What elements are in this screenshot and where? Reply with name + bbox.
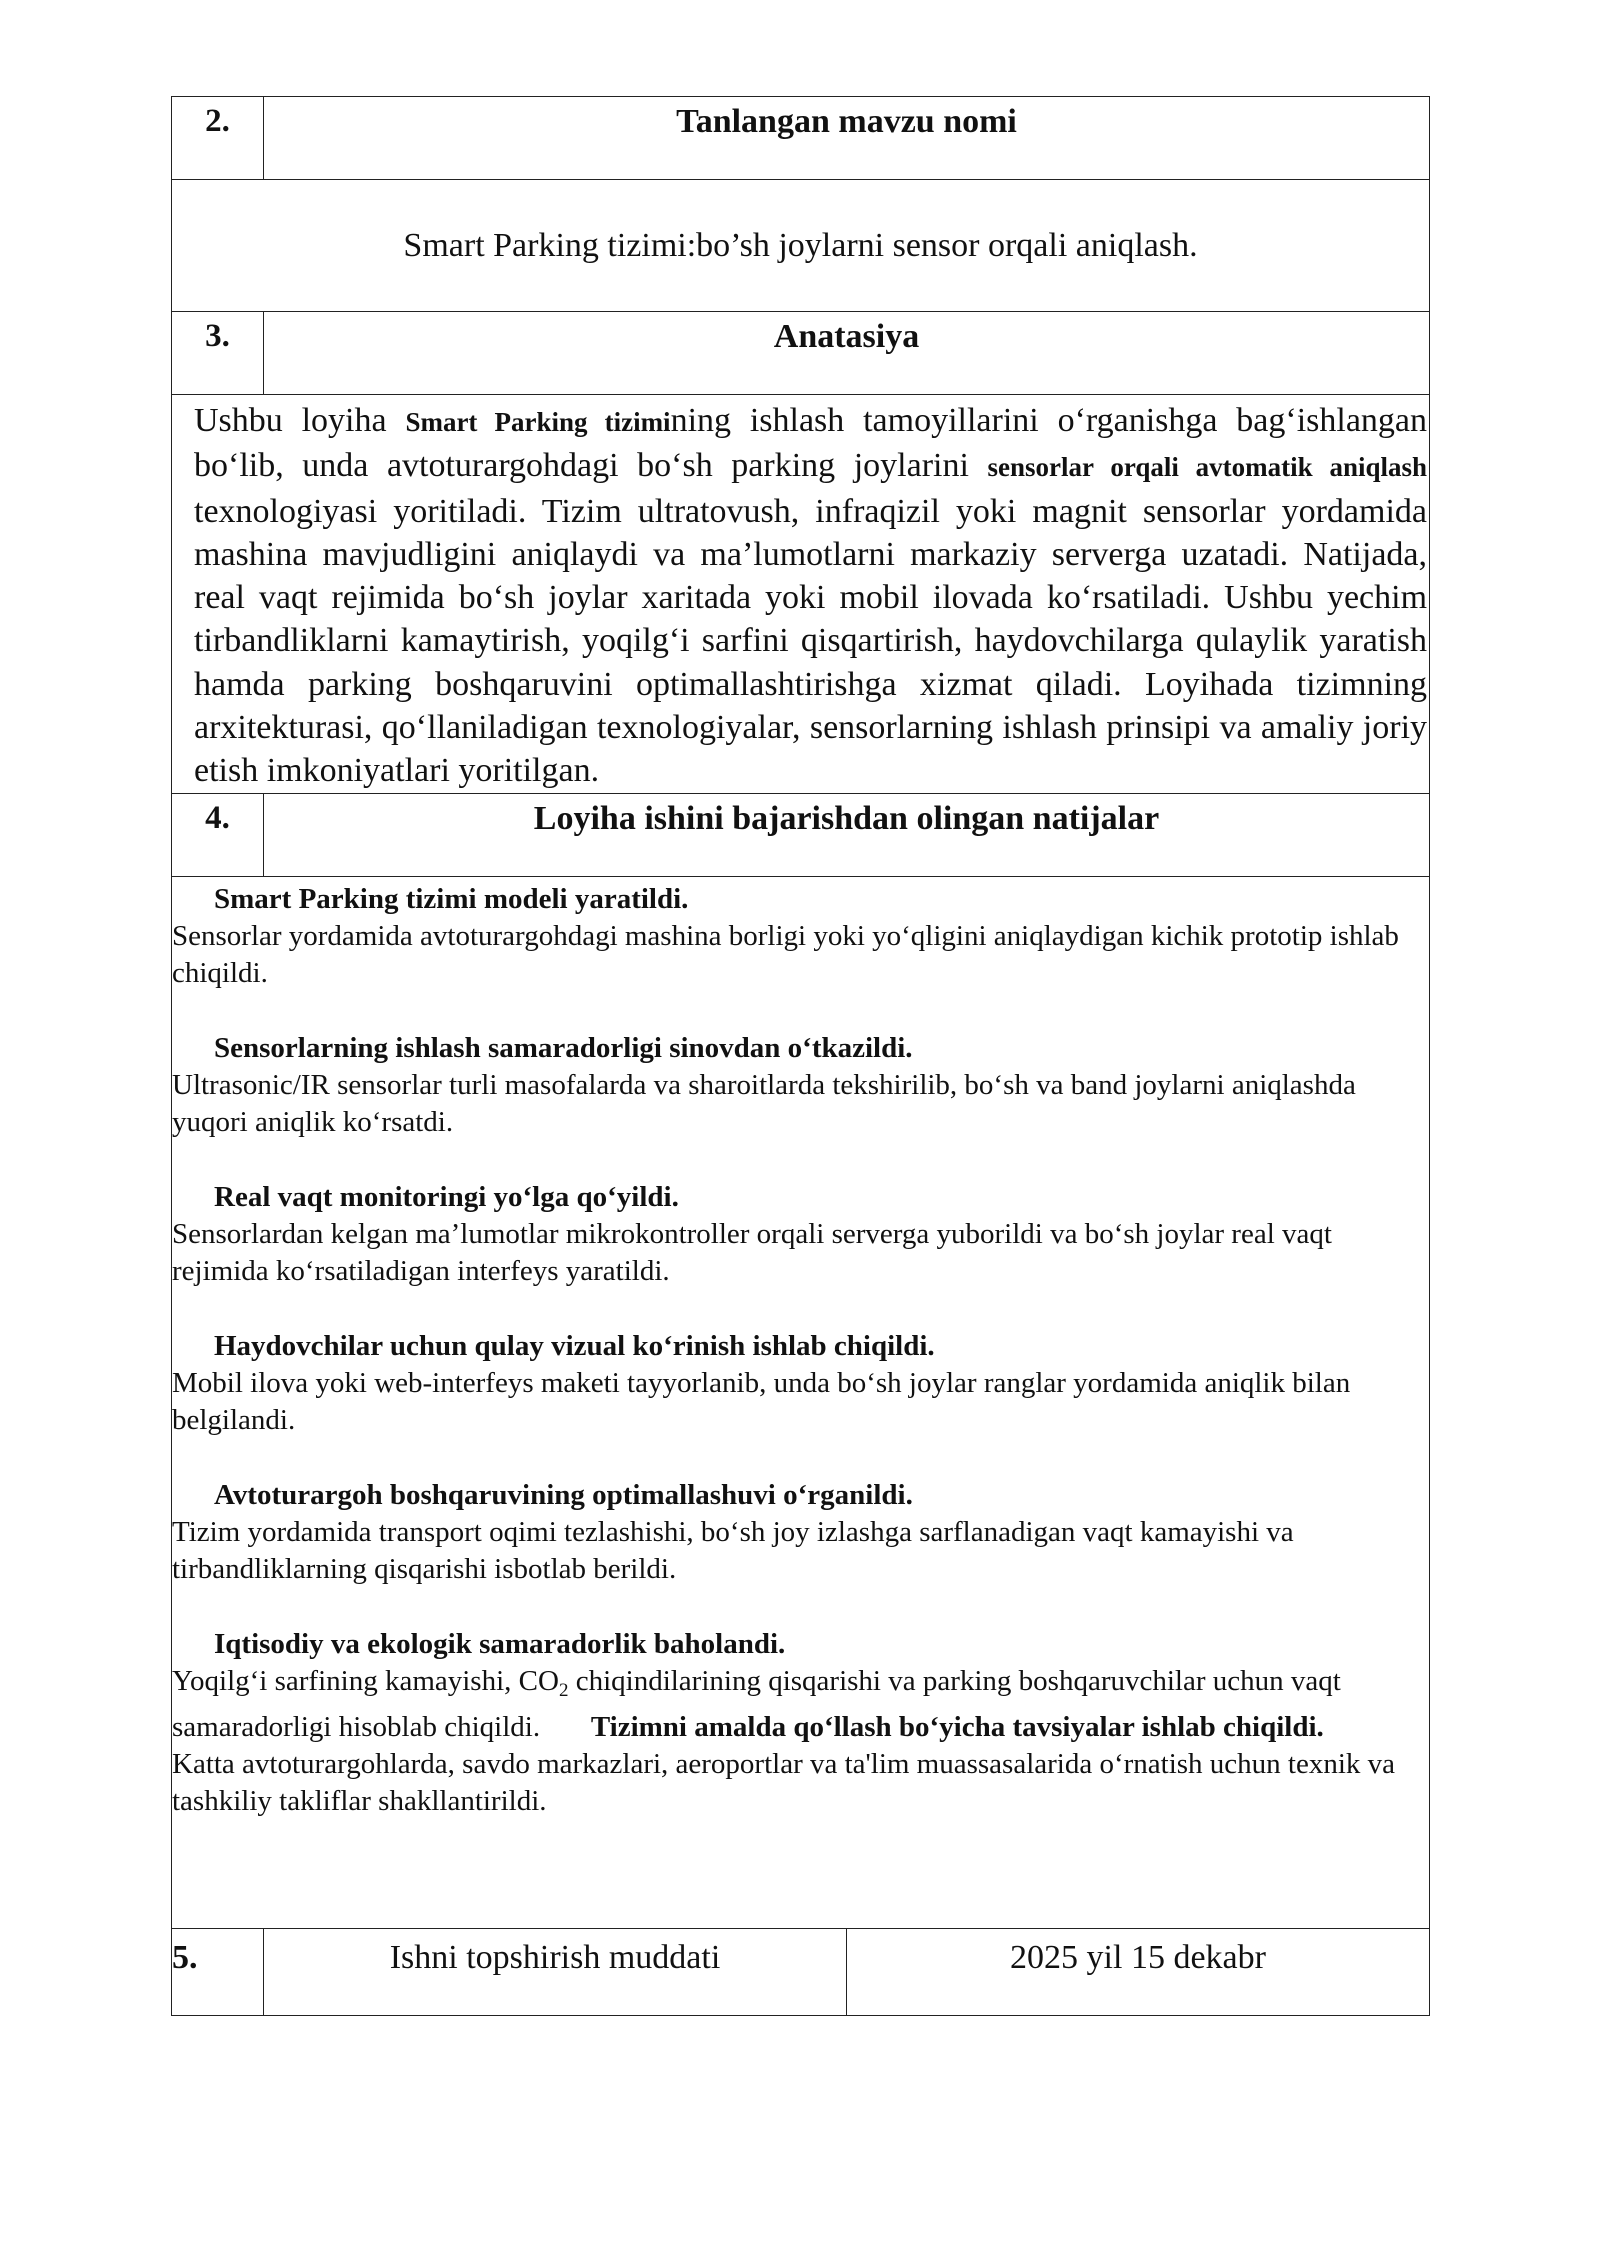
result-item — [172, 1179, 1423, 1290]
abstract-row — [172, 395, 1430, 794]
topic-text: Smart Parking tizimi:bo’sh joylarni sensor orqali aniqlash. — [172, 180, 1430, 312]
result-body: Mobil ilova yoki web-interfeys maketi tayyorlanib, unda bo‘sh joylar ranglar yordamida aniqlik bilan belgilandi. — [172, 1366, 1351, 1436]
result-title: Avtoturargoh boshqaruvining optimallashuvi o‘rganildi. — [214, 1478, 913, 1511]
abstract-part-2: ning ishlash tamoyillarini o‘rganishga bag‘ishlangan bo‘lib, unda avtoturargohdagi bo‘sh parking joylarini — [194, 402, 1428, 485]
section-4-heading: Loyiha ishini bajarishdan olingan natijalar — [264, 793, 1430, 876]
co2-text-before: Yoqilg‘i sarfining kamayishi, CO — [172, 1664, 559, 1697]
section-3-header-row — [172, 312, 1430, 395]
results-row — [172, 876, 1430, 1928]
abstract-part-3: texnologiyasi yoritiladi. Tizim ultratovush, infraqizil yoki magnit sensorlar yordamida mashina mavjudligini aniqlaydi va ma’lumotlarni markaziy serverga uzatadi. Natijada, real vaqt rejimida bo‘sh joylar xaritada yoki mobil ilovada ko‘rsatiladi. Ushbu yechim tirbandliklarni kamaytirish, yoqilg‘i sarfini qisqartirish, haydovchilarga qulaylik yaratish hamda parking boshqaruvini optimallashtirishga xizmat qiladi. Loyihada tizimning arxitekturasi, qo‘llaniladigan texnologiyalar, sensorlarning ishlash prinsipi va amaliy joriy etish imkoniyatlari yoritilgan. — [194, 492, 1428, 790]
co2-subscript: 2 — [558, 1679, 569, 1701]
document-table — [171, 96, 1430, 2016]
result-title: Sensorlarning ishlash samaradorligi sinovdan o‘tkazildi. — [214, 1031, 913, 1064]
result-item — [172, 1477, 1423, 1588]
section-5-number: 5. — [172, 1928, 264, 2015]
result-body: Sensorlardan kelgan ma’lumotlar mikrokontroller orqali serverga yuborildi va bo‘sh joylar real vaqt rejimida ko‘rsatiladigan interfeys yaratildi. — [172, 1217, 1332, 1287]
result-item — [172, 881, 1423, 992]
result-title: Haydovchilar uchun qulay vizual ko‘rinish ishlab chiqildi. — [214, 1329, 935, 1362]
result-body — [172, 1663, 1423, 1820]
result-body: Sensorlar yordamida avtoturargohdagi mashina borligi yoki yo‘qligini aniqlaydigan kichik prototip ishlab chiqildi. — [172, 919, 1399, 989]
result-item — [172, 1328, 1423, 1439]
abstract-part-1: Ushbu loyiha — [194, 402, 406, 439]
abstract-bold-1: Smart Parking tizimi — [405, 407, 671, 437]
result-body: Ultrasonic/IR sensorlar turli masofalarda va sharoitlarda tekshirilib, bo‘sh va band joylarni aniqlashda yuqori aniqlik ko‘rsatdi. — [172, 1068, 1356, 1138]
section-5-row — [172, 1928, 1430, 2015]
section-2-heading: Tanlangan mavzu nomi — [264, 97, 1430, 180]
result-title: Real vaqt monitoringi yo‘lga qo‘yildi. — [214, 1180, 679, 1213]
abstract-bold-2: sensorlar orqali avtomatik aniqlash — [987, 452, 1428, 483]
section-3-number: 3. — [172, 312, 264, 395]
section-4-header-row — [172, 793, 1430, 876]
co2-text-after: chiqindilarining qisqarishi va parking boshqaruvchilar uchun vaqt samaradorligi hisoblab chiqildi. — [172, 1664, 1341, 1743]
result-inline-title: Tizimni amalda qo‘llash bo‘yicha tavsiyalar ishlab chiqildi. — [590, 1710, 1324, 1743]
result-item — [172, 1626, 1423, 1820]
result-item — [172, 1030, 1423, 1141]
topic-row — [172, 180, 1430, 312]
result-title: Smart Parking tizimi modeli yaratildi. — [214, 882, 689, 915]
result-body: Tizim yordamida transport oqimi tezlashishi, bo‘sh joy izlashga sarflanadigan vaqt kamayishi va tirbandliklarning qisqarishi isbotlab berildi. — [172, 1515, 1294, 1585]
result-final-body: Katta avtoturargohlarda, savdo markazlari, aeroportlar va ta'lim muassasalarida o‘rnatish uchun texnik va tashkiliy takliflar shakllantirildi. — [172, 1747, 1396, 1817]
abstract-paragraph — [194, 399, 1427, 793]
section-4-number: 4. — [172, 793, 264, 876]
results-cell — [172, 876, 1430, 1928]
result-title: Iqtisodiy va ekologik samaradorlik baholandi. — [214, 1627, 786, 1660]
section-2-number: 2. — [172, 97, 264, 180]
abstract-cell — [172, 395, 1430, 794]
deadline-value: 2025 yil 15 dekabr — [847, 1928, 1430, 2015]
section-3-heading: Anatasiya — [264, 312, 1430, 395]
section-2-header-row — [172, 97, 1430, 180]
deadline-label: Ishni topshirish muddati — [264, 1928, 847, 2015]
